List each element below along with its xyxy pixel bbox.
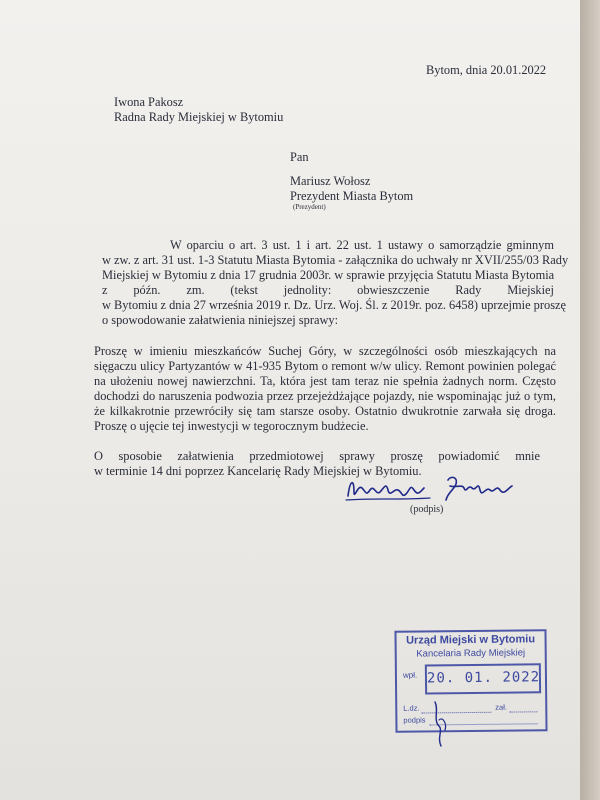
stamp-zal-label: zał. [495, 702, 507, 712]
paragraph2-line: Proszę o ujęcie tej inwestycji w tegorocznym budżecie. [94, 419, 369, 433]
recipient-title: Prezydent Miasta Bytom [290, 189, 414, 203]
sender-name: Iwona Pakosz [114, 95, 184, 109]
stamp-department: Kancelaria Rady Miejskiej [416, 647, 526, 660]
stamp-date-box [425, 663, 541, 694]
recipient-note: (Prezydent) [293, 203, 326, 211]
paragraph3-line: O sposobie załatwienia przedmiotowej sprawy proszę powiadomić mnie [94, 449, 540, 463]
paragraph1-line: w Bytomiu z dnia 27 września 2019 r. Dz. Urz. Woj. Śl. z 2019r. poz. 6458) uprzejmie proszę [102, 298, 567, 312]
signature-caption: (podpis) [410, 504, 444, 515]
paper-edge [580, 0, 600, 800]
place-date: Bytom, dnia 20.01.2022 [426, 63, 547, 77]
paragraph1-line: w zw. z art. 31 ust. 1-3 Statutu Miasta Bytomia - załącznika do uchwały nr XVII/255/03 Rady [102, 253, 569, 267]
stamp-zal-line [509, 711, 537, 712]
paragraph3-line: w terminie 14 dni poprzez Kancelarię Rady Miejskiej w Bytomiu. [94, 464, 422, 478]
paragraph2-line: Proszę w imieniu mieszkańców Suchej Góry, w szczególności osób mieszkających na [94, 344, 556, 358]
stamp-office: Urząd Miejski w Bytomiu [406, 633, 536, 647]
registry-stamp [394, 629, 547, 733]
paragraph2-line: sięgaczu ulicy Partyzantów w 41-935 Bytom o remont w/w ulicy. Remont powinien polegać [94, 359, 556, 373]
sender-title: Radna Rady Miejskiej w Bytomiu [114, 110, 284, 124]
handwritten-signature [340, 470, 525, 508]
stamp-ldz-label: L.dz. [403, 703, 420, 713]
recipient-salutation: Pan [290, 150, 309, 164]
stamp-podpis-label: podpis [403, 715, 426, 725]
paragraph1-line: o spowodowanie załatwienia niniejszej sprawy: [102, 313, 339, 327]
paragraph2-line: że kilkakrotnie przewróciły się tam starsze osoby. Ostatnio dwukrotnie zarwała się droga. [94, 404, 556, 418]
stamp-received-label: wpł. [402, 670, 418, 680]
paragraph2-line: dochodzi do naruszenia podwozia przez przejeżdżające pojazdy, nie wspominając już o tym, [94, 389, 556, 403]
paragraph1-line: Miejskiej w Bytomiu z dnia 17 grudnia 2003r. w sprawie przyjęcia Statutu Miasta Bytomia [102, 268, 555, 282]
stamp-received-date: 20. 01. 2022 [426, 669, 541, 687]
paragraph1-line: W oparciu o art. 3 ust. 1 i art. 22 ust. 1 ustawy o samorządzie gminnym [170, 238, 554, 252]
paragraph1-line: z późn. zm. (tekst jednolity: obwieszczenie Rady Miejskiej [102, 283, 554, 297]
stamp-initials-scribble [425, 700, 465, 750]
paragraph2-line: na ułożeniu nowej nawierzchni. Ta, która jest tam teraz nie spełnia żadnych norm. Często [94, 374, 556, 388]
recipient-name: Mariusz Wołosz [290, 174, 371, 188]
